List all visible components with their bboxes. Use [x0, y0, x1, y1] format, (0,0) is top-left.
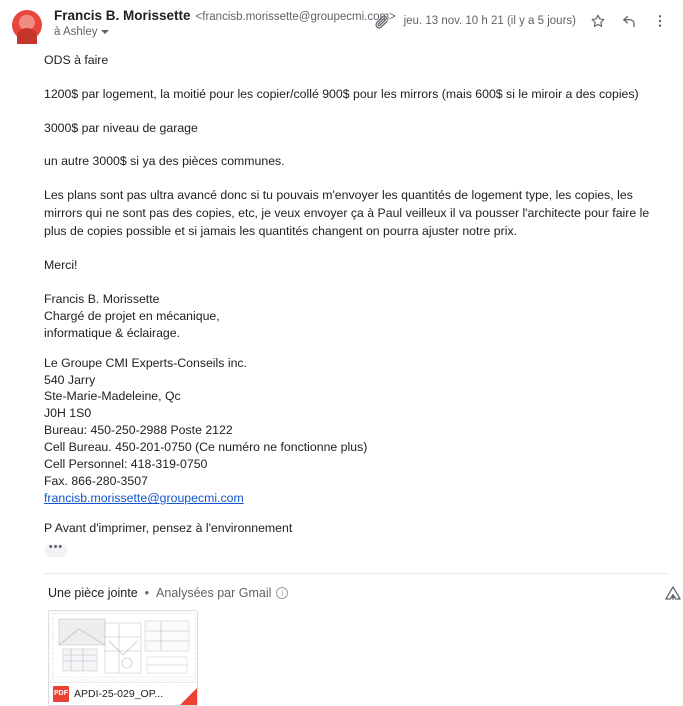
message-date: jeu. 13 nov. 10 h 21 (il y a 5 jours)	[403, 15, 576, 27]
signature-spacer	[44, 344, 669, 355]
attachment-header	[0, 574, 683, 600]
attachment-corner-fold	[180, 688, 197, 705]
company-line-7: Cell Personnel: 418-319-0750	[44, 457, 208, 472]
signature-line-1: Francis B. Morissette	[44, 291, 160, 306]
signature-line-3: informatique & éclairage.	[44, 325, 181, 340]
sender-email[interactable]: <francisb.morissette@groupecmi.com>	[195, 11, 396, 23]
chevron-down-icon[interactable]	[101, 30, 109, 34]
paperclip-icon	[373, 12, 391, 30]
attachment-list	[0, 600, 683, 706]
attachment-item[interactable]	[48, 610, 198, 706]
attachment-separator: •	[144, 585, 150, 600]
show-trimmed-content-button[interactable]	[44, 541, 68, 557]
attachment-count-label: Une pièce jointe	[48, 585, 138, 600]
sender-block	[42, 8, 396, 38]
signature-block	[44, 291, 669, 342]
company-line-2: 540 Jarry	[44, 372, 96, 387]
info-icon[interactable]: i	[276, 587, 288, 599]
body-paragraph-6: Merci!	[44, 257, 78, 272]
company-block	[44, 355, 669, 508]
message-header	[0, 0, 683, 46]
recipient-label: à Ashley	[54, 26, 98, 38]
company-line-8: Fax. 866-280-3507	[44, 474, 148, 489]
signature-line-2: Chargé de projet en mécanique,	[44, 308, 220, 323]
company-line-4: J0H 1S0	[44, 406, 92, 421]
attachment-filename: APDI-25-029_OP...	[74, 687, 164, 700]
sender-line	[54, 8, 396, 23]
company-line-6: Cell Bureau. 450-201-0750 (Ce numéro ne fonctionne plus)	[44, 440, 368, 455]
body-paragraph-1: ODS à faire	[44, 53, 109, 67]
attachment-footer	[49, 682, 197, 705]
company-line-1: Le Groupe CMI Experts-Conseils inc.	[44, 355, 247, 370]
company-line-5: Bureau: 450-250-2988 Poste 2122	[44, 423, 233, 438]
attachment-scanned-label: Analysées par Gmail	[156, 585, 272, 600]
message-body	[0, 46, 683, 559]
avatar	[12, 10, 42, 40]
company-line-3: Ste-Marie-Madeleine, Qc	[44, 389, 181, 404]
trimmed-dots: •••	[48, 541, 64, 554]
recipient-line[interactable]	[54, 26, 373, 38]
sender-name: Francis B. Morissette	[54, 8, 191, 23]
attachment-thumbnail	[49, 611, 197, 683]
more-vertical-icon[interactable]	[651, 12, 669, 30]
body-paragraph-3: 3000$ par niveau de garage	[44, 120, 198, 135]
body-paragraph-4: un autre 3000$ si ya des pièces communes.	[44, 154, 285, 169]
signature-email-link[interactable]: francisb.morissette@groupecmi.com	[44, 491, 244, 506]
body-paragraph-5: Les plans sont pas ultra avancé donc si tu pouvais m'envoyer les quantités de logement type, les copies, les mirrors qui ne sont pas des copies, etc, je veux envoyer ça à Paul veilleux il va pousser l'architecte pour faire le plus de copies possible et si jamais les quantités changent on pourra ajuster notre prix.	[44, 188, 650, 238]
environment-note: P Avant d'imprimer, pensez à l'environnement	[44, 521, 293, 536]
drive-add-icon[interactable]	[663, 584, 683, 604]
reply-icon[interactable]	[620, 12, 638, 30]
footer-spacer	[44, 509, 669, 520]
star-icon[interactable]	[589, 12, 607, 30]
pdf-icon: PDF	[53, 686, 69, 702]
body-paragraph-2: 1200$ par logement, la moitié pour les copier/collé 900$ pour les mirrors (mais 600$ si le miroir a des copies)	[44, 86, 639, 101]
header-actions	[373, 8, 669, 30]
